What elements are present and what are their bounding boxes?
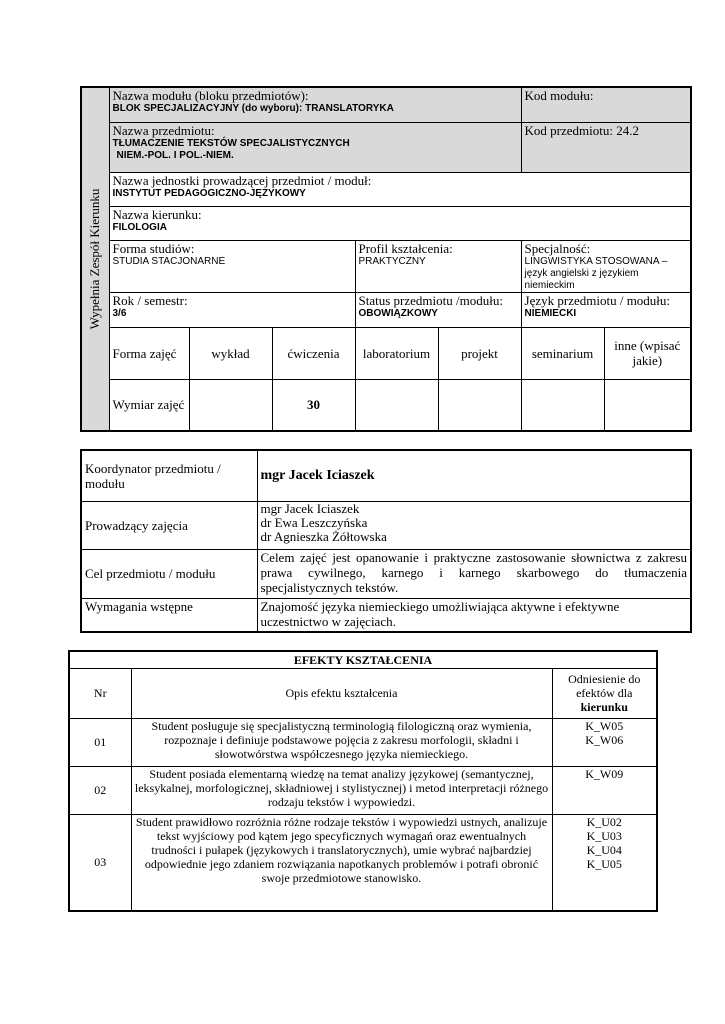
col-desc-header: Opis efektu kształcenia — [131, 668, 552, 718]
specialty-value: LINGWISTYKA STOSOWANA – — [524, 255, 668, 267]
hours-label: Wymiar zajęć — [109, 379, 189, 431]
subject-name-value: TŁUMACZENIE TEKSTÓW SPECJALISTYCZNYCH — [112, 137, 350, 149]
coordinator-table — [80, 449, 692, 633]
coordinator-label: Koordynator przedmiotu / modułu — [81, 450, 257, 501]
col-nr-header: Nr — [69, 668, 131, 718]
field-cell — [109, 206, 691, 240]
study-form-cell — [109, 240, 355, 292]
class-form-label: Forma zajęć — [109, 327, 189, 379]
effect-desc: Student posługuje się specjalistyczną terminologią filologiczną oraz wymienia, rozpoznaje i definiuje podstawowe pojęcia z zakresu morfologii, składni i słowotwórstwa współczesnego języka niemieckiego. — [131, 718, 552, 766]
teacher-1: mgr Jacek Iciaszek — [260, 501, 360, 516]
effect-ref: K_U04 — [586, 842, 622, 857]
teacher-3: dr Agnieszka Żółtowska — [260, 528, 387, 544]
hours-project — [438, 379, 521, 431]
requirements-label: Wymagania wstępne — [81, 598, 257, 632]
year-label: Rok / semestr: — [112, 292, 188, 308]
effects-title: EFEKTY KSZTAŁCENIA — [69, 651, 657, 668]
hours-exercises: 30 — [272, 379, 355, 431]
specialty-cell — [521, 240, 691, 292]
subject-name-value-2: NIEM.-POL. I POL.-NIEM. — [116, 149, 234, 161]
effect-nr: 01 — [69, 718, 131, 766]
effects-table — [68, 650, 658, 912]
col-project: projekt — [438, 327, 521, 379]
study-form-value: STUDIA STACJONARNE — [112, 255, 226, 267]
side-label: Wypełnia Zespół Kierunku — [87, 188, 103, 330]
col-ref-header — [552, 668, 657, 718]
teachers-cell — [257, 501, 691, 549]
unit-label: Nazwa jednostki prowadzącej przedmiot / moduł: — [112, 172, 372, 188]
unit-cell — [109, 172, 691, 206]
specialty-label: Specjalność: — [524, 240, 591, 256]
coordinator-value: mgr Jacek Iciaszek — [257, 450, 691, 501]
effect-ref: K_W09 — [585, 766, 624, 781]
effect-nr: 03 — [69, 814, 131, 911]
field-value: FILOLOGIA — [112, 221, 167, 233]
effect-refs — [552, 766, 657, 814]
module-name-label: Nazwa modułu (bloku przedmiotów): — [112, 88, 309, 103]
status-value: OBOWIĄZKOWY — [358, 307, 438, 319]
col-ref-header-text: Odniesienie do efektów dla — [568, 672, 641, 700]
subject-name-label: Nazwa przedmiotu: — [112, 122, 215, 138]
effect-ref: K_U05 — [586, 856, 622, 871]
col-other: inne (wpisać jakie) — [604, 327, 691, 379]
effect-desc: Student prawidłowo rozróżnia różne rodzaje tekstów i wypowiedzi ustnych, analizuje tekst wyjściowy pod kątem jego specyficznych wymagań oraz ewentualnych trudności i pułapek (językowych i translatorycznych), umie wybrać najbardziej odpowiednie jego zdaniem rozwiązania napotkanych problemów i potrafi obronić swoje przedmiotowe stanowisko. — [131, 814, 552, 911]
subject-code: Kod przedmiotu: 24.2 — [524, 122, 639, 138]
table-row — [69, 718, 657, 766]
hours-seminar — [521, 379, 604, 431]
language-cell — [521, 292, 691, 327]
module-name-value: BLOK SPECJALIZACYJNY (do wyboru): TRANSLATORYKA — [112, 103, 394, 114]
side-label-cell — [81, 87, 109, 431]
language-label: Język przedmiotu / modułu: — [524, 292, 671, 308]
status-label: Status przedmiotu /modułu: — [358, 292, 503, 308]
field-label: Nazwa kierunku: — [112, 206, 202, 222]
effect-ref: K_W05 — [585, 718, 624, 733]
col-seminar: seminarium — [521, 327, 604, 379]
status-cell — [355, 292, 521, 327]
effect-ref: K_U03 — [586, 828, 622, 843]
module-code-label: Kod modułu: — [524, 88, 594, 103]
subject-code-cell — [521, 122, 691, 172]
col-exercises: ćwiczenia — [272, 327, 355, 379]
subject-name-cell — [109, 122, 521, 172]
hours-lecture — [189, 379, 272, 431]
study-form-label: Forma studiów: — [112, 240, 195, 256]
specialty-value-2: język angielski z językiem niemieckim — [524, 267, 639, 291]
teachers-label: Prowadzący zajęcia — [81, 501, 257, 549]
goal-label: Cel przedmiotu / modułu — [81, 549, 257, 598]
year-value: 3/6 — [112, 307, 127, 319]
effect-ref: K_W06 — [585, 732, 624, 747]
table-row — [69, 766, 657, 814]
requirements-value: Znajomość języka niemieckiego umożliwiająca aktywne i efektywne uczestnictwo w zajęciach. — [257, 598, 691, 632]
effect-desc: Student posiada elementarną wiedzę na temat analizy językowej (semantycznej, leksykalnej, morfologicznej, składniowej i stylistycznej) i metod interpretacji różnego rodzaju tekstów i wypowiedzi. — [131, 766, 552, 814]
goal-value: Celem zajęć jest opanowanie i praktyczne zastosowanie słownictwa z zakresu prawa cywilnego, karnego i karnego skarbowego do tłumaczenia specjalistycznych tekstów. — [257, 549, 691, 598]
profile-value: PRAKTYCZNY — [358, 255, 426, 267]
effect-refs — [552, 718, 657, 766]
unit-value: INSTYTUT PEDAGOGICZNO-JĘZYKOWY — [112, 187, 306, 199]
effect-nr: 02 — [69, 766, 131, 814]
year-cell — [109, 292, 355, 327]
hours-laboratory — [355, 379, 438, 431]
language-value: NIEMIECKI — [524, 307, 577, 319]
profile-label: Profil kształcenia: — [358, 240, 453, 256]
module-code-cell — [521, 87, 691, 122]
col-laboratory: laboratorium — [355, 327, 438, 379]
profile-cell — [355, 240, 521, 292]
effect-refs — [552, 814, 657, 911]
effect-ref: K_U02 — [586, 814, 622, 829]
table-row — [69, 814, 657, 911]
module-info-table — [80, 86, 692, 432]
module-name-cell — [109, 87, 521, 122]
hours-other — [604, 379, 691, 431]
teacher-2: dr Ewa Leszczyńska — [260, 514, 368, 530]
col-lecture: wykład — [189, 327, 272, 379]
col-ref-header-bold: kierunku — [580, 700, 628, 714]
